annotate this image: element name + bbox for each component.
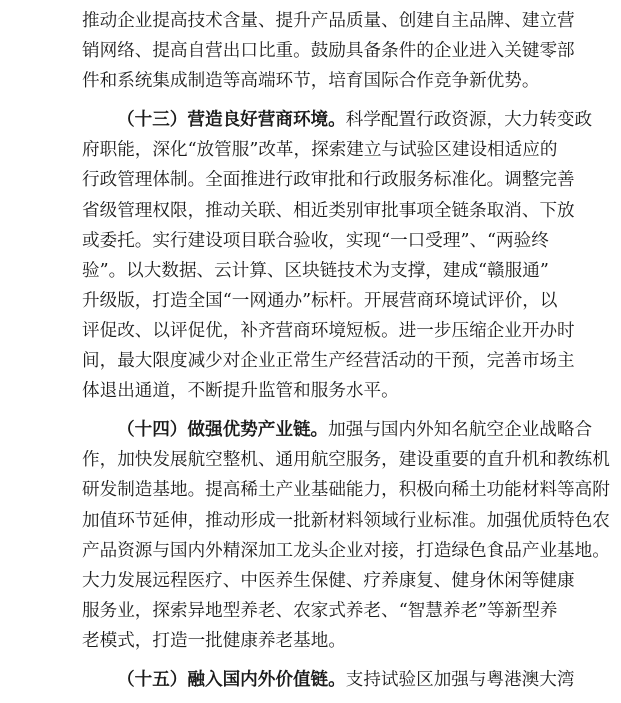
paragraph-14 — [82, 415, 610, 656]
text-line: 间，最大限度减少对企业正常生产经营活动的干预，完善市场主 — [82, 351, 575, 372]
text-line: 体退出通道，不断提升监管和服务水平。 — [82, 381, 399, 402]
text-line: 府职能，深化“放管服”改革，探索建立与试验区建设相适应的 — [82, 140, 558, 161]
section-heading: （十三）营造良好营商环境。 — [117, 109, 346, 131]
text-line: 大力发展远程医疗、中医养生保健、疗养康复、健身休闲等健康 — [82, 570, 575, 591]
text-line: 加值环节延伸，推动形成一批新材料领域行业标准。加强优质特色农 — [82, 510, 610, 531]
text-line: 产品资源与国内外精深加工龙头企业对接，打造绿色食品产业基地。 — [82, 540, 610, 561]
text-line: 作，加快发展航空整机、通用航空服务，建设重要的直升机和教练机 — [82, 450, 610, 471]
text-run: 加强与国内外知名航空企业战略合 — [328, 420, 593, 441]
text-line: 件和系统集成制造等高端环节，培育国际合作竞争新优势。 — [82, 71, 540, 92]
text-line: 行政管理体制。全面推进行政审批和行政服务标准化。调整完善 — [82, 170, 575, 191]
text-line — [82, 105, 593, 135]
paragraph-15 — [82, 665, 575, 695]
text-line: 升级版，打造全国“一网通办”标杆。开展营商环境试评价，以 — [82, 290, 558, 311]
text-line: 服务业，探索异地型养老、农家式养老、“智慧养老”等新型养 — [82, 600, 558, 621]
text-line: 老模式，打造一批健康养老基地。 — [82, 630, 346, 651]
document-page — [82, 6, 610, 695]
section-heading: （十五）融入国内外价值链。 — [117, 668, 346, 690]
text-line: 销网络、提高自营出口比重。鼓励具备条件的企业进入关键零部 — [82, 41, 575, 62]
section-heading: （十四）做强优势产业链。 — [117, 419, 329, 441]
text-line: 评促改、以评促优，补齐营商环境短板。进一步压缩企业开办时 — [82, 320, 575, 341]
text-line: 研发制造基地。提高稀土产业基础能力，积极向稀土功能材料等高附 — [82, 480, 610, 501]
paragraph-13 — [82, 105, 593, 406]
paragraph-1 — [82, 6, 575, 96]
text-line: 省级管理权限，推动关联、相近类别审批事项全链条取消、下放 — [82, 200, 575, 221]
text-line: 验”。以大数据、云计算、区块链技术为支撑，建成“赣服通” — [82, 260, 549, 281]
text-run: 科学配置行政资源，大力转变政 — [345, 110, 593, 131]
text-line: 推动企业提高技术含量、提升产品质量、创建自主品牌、建立营 — [82, 11, 575, 31]
text-line — [82, 415, 593, 445]
text-line — [82, 665, 575, 695]
text-line: 或委托。实行建设项目联合验收，实现“一口受理”、“两验终 — [82, 230, 549, 251]
text-run: 支持试验区加强与粤港澳大湾 — [345, 669, 575, 690]
